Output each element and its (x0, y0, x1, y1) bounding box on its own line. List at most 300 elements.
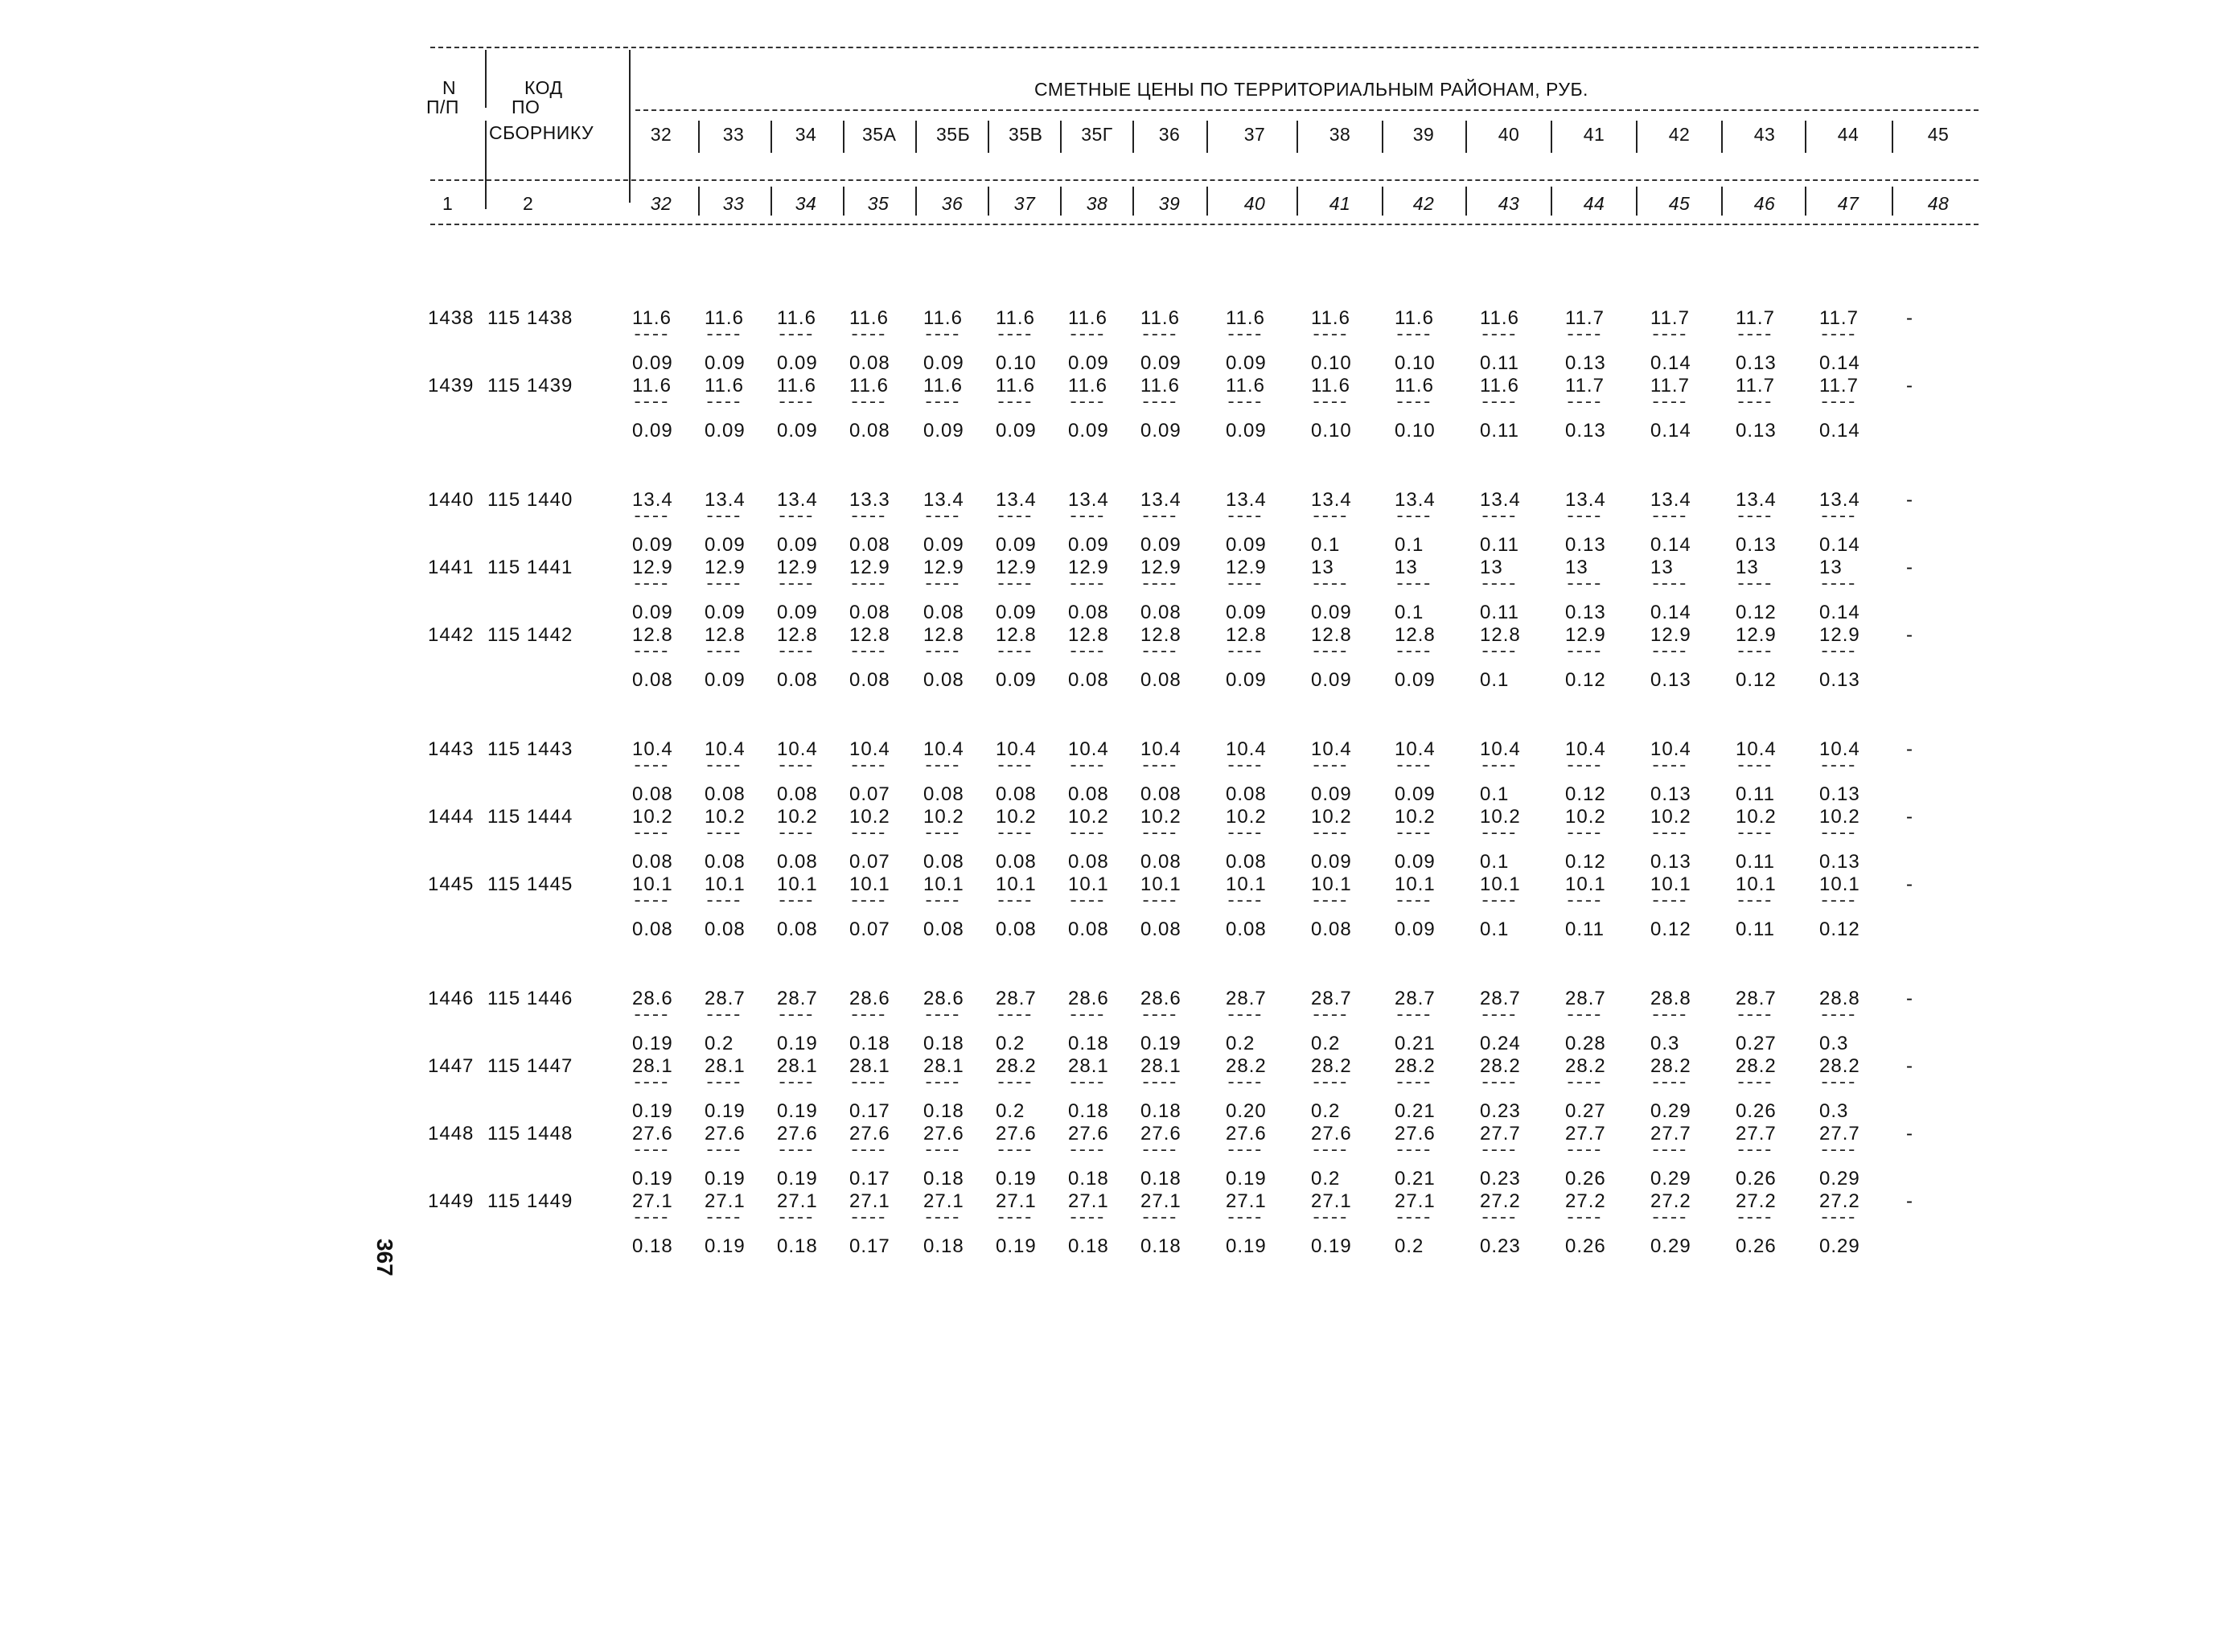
price-value: 13.4 (1068, 489, 1109, 511)
sub-value: 0.09 (1140, 534, 1181, 556)
sub-value: 0.09 (777, 352, 818, 374)
price-value: 12.8 (1311, 624, 1352, 646)
price-value: 10.2 (1650, 806, 1691, 828)
price-value: 10.2 (705, 806, 746, 828)
sub-value: 0.09 (1395, 783, 1436, 805)
sub-value: 0.08 (923, 669, 964, 691)
column-number: 33 (722, 193, 745, 214)
price-value: 28.1 (777, 1055, 818, 1077)
price-value: 11.6 (632, 307, 672, 329)
sub-value: 0.08 (777, 918, 818, 940)
price-value: 10.2 (1311, 806, 1352, 828)
sub-value: 0.08 (1226, 783, 1267, 805)
fraction-bar: ---- (1736, 574, 1772, 594)
price-value: 12.8 (705, 624, 746, 646)
sub-value: 0.08 (705, 851, 746, 873)
row-number: 1441 (428, 557, 475, 578)
sub-value: 0.09 (1311, 602, 1352, 623)
price-value: 28.7 (1226, 988, 1267, 1009)
fraction-bar: ---- (1819, 1208, 1855, 1228)
district-header: 32 (650, 124, 672, 145)
sub-value: 0.08 (777, 783, 818, 805)
fraction-bar: ---- (1819, 756, 1855, 776)
fraction-bar: ---- (632, 1140, 668, 1161)
fraction-bar: ---- (849, 1208, 886, 1228)
sub-value: 0.14 (1819, 602, 1860, 623)
sub-value: 0.08 (923, 783, 964, 805)
fraction-bar: ---- (1480, 1140, 1516, 1161)
sub-value: 0.11 (1480, 534, 1519, 556)
fraction-bar: ---- (1480, 1005, 1516, 1025)
sub-value: 0.19 (1226, 1235, 1267, 1257)
price-value: 12.8 (777, 624, 818, 646)
fraction-bar: ---- (1395, 756, 1431, 776)
sub-value: 0.09 (705, 669, 746, 691)
sub-value: 0.18 (923, 1033, 964, 1054)
price-value: 28.6 (923, 988, 964, 1009)
column-separator (988, 187, 989, 216)
column-number: 43 (1498, 193, 1520, 214)
price-value: 10.4 (849, 738, 890, 760)
column-separator (1721, 187, 1723, 216)
fraction-bar: ---- (1565, 891, 1601, 911)
sub-value: 0.08 (923, 602, 964, 623)
fraction-bar: ---- (1819, 1140, 1855, 1161)
price-value: 11.7 (1736, 375, 1775, 397)
sub-value: 0.17 (849, 1235, 890, 1257)
price-value: 27.1 (1068, 1190, 1109, 1212)
col-45-value: - (1906, 988, 1913, 1009)
sub-value: 0.14 (1819, 352, 1860, 374)
fraction-bar: ---- (777, 1208, 813, 1228)
fraction-bar: ---- (777, 392, 813, 413)
fraction-bar: ---- (1226, 1005, 1262, 1025)
column-separator (915, 187, 917, 216)
sub-value: 0.08 (1068, 602, 1109, 623)
price-value: 10.4 (1311, 738, 1352, 760)
sub-value: 0.19 (996, 1235, 1037, 1257)
fraction-bar: ---- (1565, 642, 1601, 662)
sub-value: 0.28 (1565, 1033, 1606, 1054)
district-header: 39 (1412, 124, 1435, 145)
sub-value: 0.09 (777, 602, 818, 623)
price-value: 10.4 (1395, 738, 1436, 760)
fraction-bar: ---- (1226, 642, 1262, 662)
price-value: 11.6 (705, 375, 744, 397)
sub-value: 0.10 (1311, 420, 1352, 442)
price-value: 10.2 (632, 806, 673, 828)
price-value: 11.7 (1736, 307, 1775, 329)
district-header: 34 (795, 124, 817, 145)
sub-value: 0.29 (1650, 1168, 1691, 1190)
sub-value: 0.07 (849, 783, 890, 805)
row-code: 115 1447 (487, 1055, 573, 1077)
price-value: 12.8 (632, 624, 673, 646)
sub-value: 0.09 (1311, 669, 1352, 691)
col-45-value: - (1906, 375, 1913, 397)
price-value: 11.6 (849, 375, 889, 397)
fraction-bar: ---- (632, 891, 668, 911)
price-value: 11.6 (1068, 375, 1107, 397)
price-value: 12.9 (777, 557, 818, 578)
fraction-bar: ---- (1565, 1140, 1601, 1161)
price-value: 27.6 (923, 1123, 964, 1144)
fraction-bar: ---- (1068, 574, 1104, 594)
fraction-bar: ---- (1311, 756, 1347, 776)
fraction-bar: ---- (1395, 824, 1431, 844)
sub-value: 0.09 (923, 352, 964, 374)
column-number: 40 (1243, 193, 1266, 214)
sub-value: 0.08 (996, 851, 1037, 873)
sub-value: 0.08 (849, 420, 890, 442)
fraction-bar: ---- (632, 325, 668, 345)
price-value: 10.4 (777, 738, 818, 760)
price-value: 28.6 (849, 988, 890, 1009)
sub-value: 0.09 (1395, 669, 1436, 691)
sub-value: 0.1 (1480, 918, 1510, 940)
fraction-bar: ---- (1311, 1005, 1347, 1025)
column-number: 46 (1753, 193, 1776, 214)
price-value: 28.8 (1819, 988, 1860, 1009)
price-value: 10.4 (996, 738, 1037, 760)
col-45-value: - (1906, 1055, 1913, 1077)
sub-value: 0.13 (1736, 420, 1777, 442)
price-value: 27.2 (1736, 1190, 1777, 1212)
price-value: 28.7 (1480, 988, 1521, 1009)
sub-value: 0.13 (1565, 602, 1606, 623)
sub-value: 0.20 (1226, 1100, 1267, 1122)
sub-value: 0.12 (1565, 669, 1606, 691)
sub-value: 0.27 (1736, 1033, 1777, 1054)
price-value: 10.1 (923, 873, 964, 895)
fraction-bar: ---- (1736, 392, 1772, 413)
divider (430, 224, 1979, 225)
sub-value: 0.08 (1226, 918, 1267, 940)
sub-value: 0.08 (1311, 918, 1352, 940)
price-value: 10.1 (1480, 873, 1521, 895)
sub-value: 0.1 (1480, 669, 1510, 691)
column-separator (1892, 187, 1893, 216)
price-value: 10.4 (1650, 738, 1691, 760)
sub-value: 0.19 (632, 1033, 673, 1054)
fraction-bar: ---- (1480, 642, 1516, 662)
price-value: 12.9 (849, 557, 890, 578)
price-value: 10.1 (849, 873, 890, 895)
fraction-bar: ---- (1226, 824, 1262, 844)
fraction-bar: ---- (1480, 574, 1516, 594)
sub-value: 0.12 (1819, 918, 1860, 940)
price-value: 10.4 (1480, 738, 1521, 760)
header-po-label: ПО (512, 97, 540, 117)
price-value: 11.6 (996, 375, 1035, 397)
price-value: 10.1 (1650, 873, 1691, 895)
price-value: 27.1 (1140, 1190, 1181, 1212)
divider (635, 109, 1979, 111)
price-value: 10.2 (996, 806, 1037, 828)
sub-value: 0.23 (1480, 1168, 1521, 1190)
sub-value: 0.13 (1819, 851, 1860, 873)
fraction-bar: ---- (923, 574, 960, 594)
price-value: 12.8 (923, 624, 964, 646)
fraction-bar: ---- (996, 756, 1032, 776)
price-value: 27.6 (705, 1123, 746, 1144)
sub-value: 0.09 (1140, 420, 1181, 442)
col-45-value: - (1906, 873, 1913, 895)
fraction-bar: ---- (849, 642, 886, 662)
sub-value: 0.18 (1068, 1235, 1109, 1257)
column-number: 42 (1412, 193, 1435, 214)
price-value: 27.7 (1650, 1123, 1691, 1144)
colnum-1: 1 (442, 193, 454, 214)
row-code: 115 1441 (487, 557, 573, 578)
page-number: 367 (372, 1239, 397, 1276)
fraction-bar: ---- (1736, 1005, 1772, 1025)
sub-value: 0.08 (849, 669, 890, 691)
price-value: 28.7 (777, 988, 818, 1009)
sub-value: 0.14 (1650, 602, 1691, 623)
price-value: 10.2 (1395, 806, 1436, 828)
price-value: 28.2 (1736, 1055, 1777, 1077)
sub-value: 0.23 (1480, 1100, 1521, 1122)
sub-value: 0.26 (1736, 1100, 1777, 1122)
fraction-bar: ---- (1395, 574, 1431, 594)
sub-value: 0.13 (1819, 669, 1860, 691)
price-value: 10.1 (777, 873, 818, 895)
sub-value: 0.29 (1819, 1235, 1860, 1257)
fraction-bar: ---- (1395, 1073, 1431, 1093)
sub-value: 0.09 (632, 534, 673, 556)
fraction-bar: ---- (1395, 891, 1431, 911)
price-value: 12.9 (705, 557, 746, 578)
fraction-bar: ---- (849, 392, 886, 413)
sub-value: 0.19 (1140, 1033, 1181, 1054)
sub-value: 0.09 (1311, 851, 1352, 873)
fraction-bar: ---- (1140, 325, 1177, 345)
fraction-bar: ---- (1311, 1208, 1347, 1228)
fraction-bar: ---- (996, 824, 1032, 844)
column-separator (1636, 187, 1638, 216)
col-45-value: - (1906, 806, 1913, 828)
price-value: 10.2 (849, 806, 890, 828)
sub-value: 0.18 (1140, 1235, 1181, 1257)
sub-value: 0.08 (777, 669, 818, 691)
sub-value: 0.09 (923, 534, 964, 556)
fraction-bar: ---- (777, 1140, 813, 1161)
row-code: 115 1445 (487, 873, 573, 895)
fraction-bar: ---- (1819, 507, 1855, 527)
fraction-bar: ---- (632, 1208, 668, 1228)
fraction-bar: ---- (1736, 1140, 1772, 1161)
price-value: 13 (1395, 557, 1418, 578)
price-value: 10.1 (705, 873, 746, 895)
sub-value: 0.18 (1068, 1033, 1109, 1054)
sub-value: 0.09 (996, 602, 1037, 623)
sub-value: 0.08 (632, 783, 673, 805)
sub-value: 0.11 (1480, 602, 1519, 623)
column-separator (1892, 121, 1893, 153)
fraction-bar: ---- (849, 1140, 886, 1161)
price-value: 12.9 (632, 557, 673, 578)
sub-value: 0.18 (923, 1100, 964, 1122)
fraction-bar: ---- (1565, 392, 1601, 413)
sub-value: 0.2 (996, 1033, 1025, 1054)
price-value: 12.8 (1480, 624, 1521, 646)
price-value: 13.4 (705, 489, 746, 511)
sub-value: 0.09 (705, 534, 746, 556)
price-value: 12.9 (1140, 557, 1181, 578)
price-value: 11.6 (705, 307, 744, 329)
district-header: 44 (1837, 124, 1859, 145)
fraction-bar: ---- (1226, 1140, 1262, 1161)
sub-value: 0.09 (1068, 534, 1109, 556)
price-value: 11.6 (777, 307, 816, 329)
sub-value: 0.23 (1480, 1235, 1521, 1257)
row-number: 1445 (428, 873, 475, 895)
price-value: 10.2 (1140, 806, 1181, 828)
sub-value: 0.09 (1311, 783, 1352, 805)
price-value: 28.1 (632, 1055, 673, 1077)
price-value: 11.6 (777, 375, 816, 397)
sub-value: 0.14 (1650, 420, 1691, 442)
fraction-bar: ---- (849, 574, 886, 594)
price-value: 10.4 (1736, 738, 1777, 760)
fraction-bar: ---- (1068, 1208, 1104, 1228)
price-value: 28.7 (1736, 988, 1777, 1009)
fraction-bar: ---- (1226, 1073, 1262, 1093)
header-pp-label: П/П (426, 97, 459, 117)
sub-value: 0.2 (996, 1100, 1025, 1122)
price-value: 11.6 (632, 375, 672, 397)
fraction-bar: ---- (1650, 1073, 1687, 1093)
price-value: 10.1 (1819, 873, 1860, 895)
fraction-bar: ---- (1819, 1073, 1855, 1093)
sub-value: 0.1 (1480, 851, 1510, 873)
price-value: 12.8 (1226, 624, 1267, 646)
fraction-bar: ---- (777, 756, 813, 776)
row-number: 1443 (428, 738, 475, 760)
price-value: 13 (1565, 557, 1588, 578)
row-code: 115 1448 (487, 1123, 573, 1144)
sub-value: 0.18 (849, 1033, 890, 1054)
fraction-bar: ---- (1565, 507, 1601, 527)
header-code-label: КОД (524, 77, 563, 98)
fraction-bar: ---- (705, 574, 741, 594)
sub-value: 0.18 (1068, 1168, 1109, 1190)
price-value: 12.9 (1068, 557, 1109, 578)
price-value: 11.6 (1311, 307, 1350, 329)
price-value: 12.9 (1565, 624, 1606, 646)
sub-value: 0.09 (632, 420, 673, 442)
sub-value: 0.08 (632, 851, 673, 873)
header-sbornik-label: СБОРНИКУ (489, 122, 594, 143)
price-value: 27.6 (632, 1123, 673, 1144)
sub-value: 0.08 (1140, 918, 1181, 940)
sub-value: 0.27 (1565, 1100, 1606, 1122)
price-value: 13.4 (1395, 489, 1436, 511)
sub-value: 0.13 (1565, 534, 1606, 556)
price-value: 11.7 (1565, 375, 1605, 397)
fraction-bar: ---- (1311, 392, 1347, 413)
fraction-bar: ---- (1226, 891, 1262, 911)
column-separator (1132, 121, 1134, 153)
price-value: 27.7 (1565, 1123, 1606, 1144)
sub-value: 0.21 (1395, 1168, 1436, 1190)
sub-value: 0.17 (849, 1168, 890, 1190)
price-value: 11.6 (923, 307, 963, 329)
column-number: 47 (1837, 193, 1859, 214)
fraction-bar: ---- (849, 824, 886, 844)
sub-value: 0.19 (777, 1033, 818, 1054)
sub-value: 0.1 (1480, 783, 1510, 805)
fraction-bar: ---- (1650, 1005, 1687, 1025)
sub-value: 0.21 (1395, 1100, 1436, 1122)
price-value: 27.1 (1395, 1190, 1436, 1212)
row-code: 115 1439 (487, 375, 573, 397)
fraction-bar: ---- (1068, 507, 1104, 527)
sub-value: 0.17 (849, 1100, 890, 1122)
row-code: 115 1449 (487, 1190, 573, 1212)
price-value: 11.6 (849, 307, 889, 329)
sub-value: 0.19 (705, 1100, 746, 1122)
fraction-bar: ---- (632, 824, 668, 844)
fraction-bar: ---- (1565, 574, 1601, 594)
price-value: 10.1 (996, 873, 1037, 895)
column-separator (1206, 187, 1208, 216)
fraction-bar: ---- (996, 574, 1032, 594)
fraction-bar: ---- (1068, 325, 1104, 345)
district-header: 35В (1009, 124, 1043, 145)
sub-value: 0.29 (1650, 1235, 1691, 1257)
price-value: 13.4 (1819, 489, 1860, 511)
sub-value: 0.10 (1395, 420, 1436, 442)
sub-value: 0.26 (1736, 1235, 1777, 1257)
sub-value: 0.08 (705, 918, 746, 940)
row-code: 115 1440 (487, 489, 573, 511)
fraction-bar: ---- (1140, 507, 1177, 527)
fraction-bar: ---- (777, 507, 813, 527)
district-header: 40 (1498, 124, 1520, 145)
sub-value: 0.11 (1480, 420, 1519, 442)
fraction-bar: ---- (1140, 1208, 1177, 1228)
fraction-bar: ---- (705, 642, 741, 662)
price-value: 27.6 (1226, 1123, 1267, 1144)
fraction-bar: ---- (1819, 642, 1855, 662)
sub-value: 0.2 (1395, 1235, 1424, 1257)
fraction-bar: ---- (849, 756, 886, 776)
col-45-value: - (1906, 489, 1913, 511)
price-value: 11.6 (1395, 307, 1434, 329)
price-value: 13.4 (1736, 489, 1777, 511)
price-value: 10.1 (1565, 873, 1606, 895)
sub-value: 0.2 (1311, 1100, 1341, 1122)
fraction-bar: ---- (705, 824, 741, 844)
colnum-2: 2 (523, 193, 534, 214)
price-value: 10.4 (1068, 738, 1109, 760)
sub-value: 0.13 (1736, 534, 1777, 556)
price-value: 12.8 (849, 624, 890, 646)
sub-value: 0.12 (1565, 783, 1606, 805)
row-number: 1439 (428, 375, 475, 397)
price-value: 12.8 (996, 624, 1037, 646)
fraction-bar: ---- (1140, 642, 1177, 662)
column-separator (843, 121, 844, 153)
price-value: 11.6 (1226, 375, 1265, 397)
fraction-bar: ---- (777, 824, 813, 844)
sub-value: 0.08 (632, 669, 673, 691)
sub-value: 0.09 (1226, 352, 1267, 374)
column-number: 45 (1668, 193, 1691, 214)
sub-value: 0.09 (705, 602, 746, 623)
